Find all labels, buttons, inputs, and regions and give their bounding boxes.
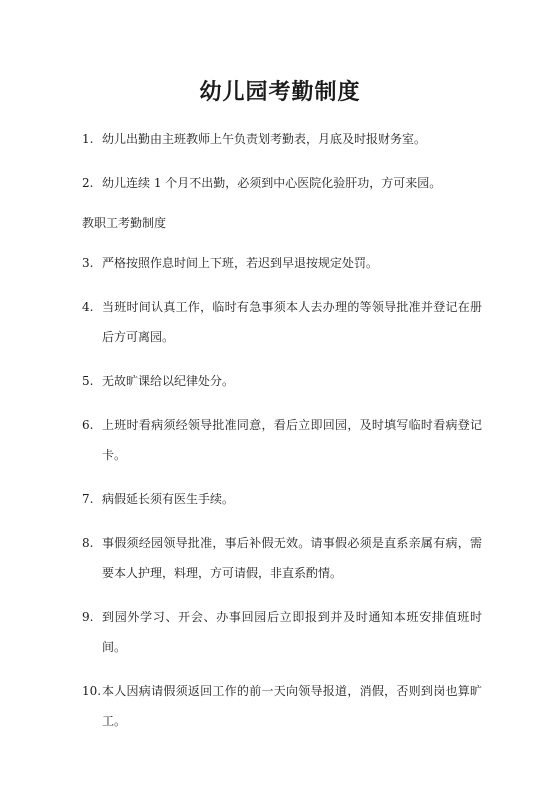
- item-number: 6.: [82, 418, 94, 432]
- item-number: 4.: [82, 300, 94, 314]
- section-heading: 教职工考勤制度: [82, 216, 167, 230]
- item-number: 2.: [82, 176, 94, 190]
- list-item: [82, 124, 482, 154]
- item-number: 3.: [82, 256, 94, 270]
- item-number: 5.: [82, 374, 94, 388]
- item-text: 本人因病请假须返回工作的前一天向领导报道，消假，否则到岗也算旷工。: [102, 684, 482, 728]
- list-item: [82, 484, 482, 514]
- item-text: 病假延长须有医生手续。: [102, 492, 235, 506]
- item-number: 9.: [82, 610, 94, 624]
- list-item: [82, 292, 482, 352]
- item-text: 严格按照作息时间上下班，若迟到早退按规定处罚。: [102, 256, 379, 270]
- page-title: 幼儿园考勤制度: [199, 79, 361, 105]
- item-number: 7.: [82, 492, 94, 506]
- list-item: [82, 602, 482, 662]
- list-item: [82, 168, 482, 198]
- list-item: [82, 676, 482, 736]
- document-body: [82, 124, 482, 750]
- list-item: [82, 366, 482, 396]
- list-item: [82, 248, 482, 278]
- item-text: 无故旷课给以纪律处分。: [102, 374, 235, 388]
- item-number: 10.: [82, 684, 102, 698]
- item-text: 幼儿连续 1 个月不出勤，必须到中心医院化验肝功，方可来园。: [102, 176, 442, 190]
- item-text: 事假须经园领导批准，事后补假无效。请事假必须是直系亲属有病，需要本人护理，料理，方可请假，非直系酌情。: [102, 536, 482, 580]
- list-item: [82, 410, 482, 470]
- item-text: 到园外学习、开会、办事回园后立即报到并及时通知本班安排值班时间。: [102, 610, 482, 654]
- item-number: 8.: [82, 536, 94, 550]
- item-text: 幼儿出勤由主班教师上午负责划考勤表，月底及时报财务室。: [102, 132, 427, 146]
- list-item: [82, 528, 482, 588]
- item-number: 1.: [82, 132, 94, 146]
- item-text: 上班时看病须经领导批准同意，看后立即回园，及时填写临时看病登记卡。: [102, 418, 482, 462]
- item-text: 当班时间认真工作，临时有急事须本人去办理的等领导批准并登记在册后方可离园。: [102, 300, 482, 344]
